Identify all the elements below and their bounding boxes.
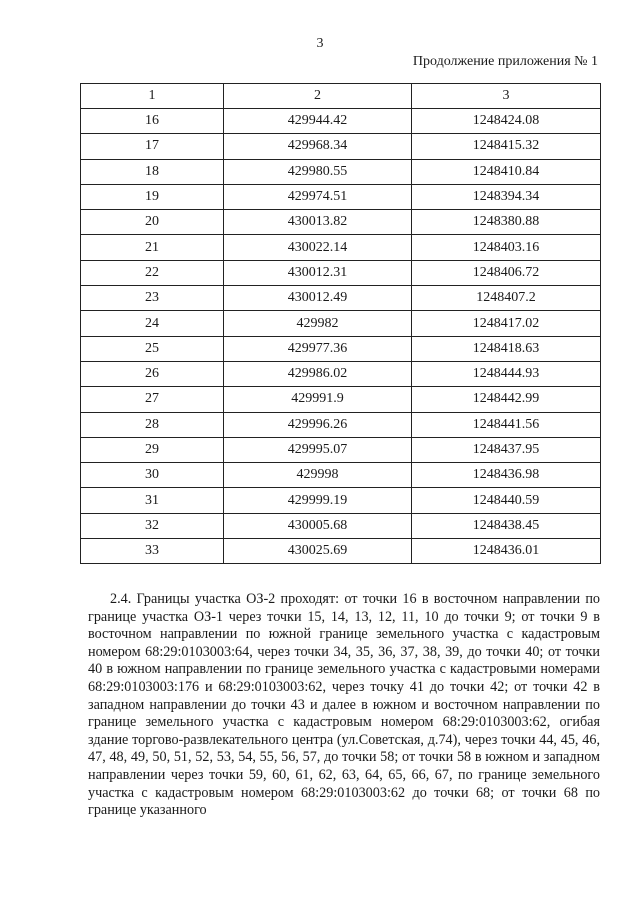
cell-point-number: 27 [81,387,224,412]
table-row [81,134,601,159]
cell-x-coordinate: 429974.51 [224,184,412,209]
cell-point-number: 26 [81,361,224,386]
cell-x-coordinate: 429996.26 [224,412,412,437]
cell-x-coordinate: 430005.68 [224,513,412,538]
cell-point-number: 28 [81,412,224,437]
table-row [81,159,601,184]
cell-y-coordinate: 1248406.72 [412,260,601,285]
cell-point-number: 16 [81,109,224,134]
cell-point-number: 31 [81,488,224,513]
cell-x-coordinate: 430012.31 [224,260,412,285]
column-header-x: 2 [224,84,412,109]
table-row [81,311,601,336]
appendix-continuation-note: Продолжение приложения № 1 [412,54,598,69]
table-row [81,412,601,437]
cell-point-number: 25 [81,336,224,361]
cell-y-coordinate: 1248415.32 [412,134,601,159]
cell-x-coordinate: 429944.42 [224,109,412,134]
cell-y-coordinate: 1248410.84 [412,159,601,184]
column-header-y: 3 [412,84,601,109]
cell-x-coordinate: 429991.9 [224,387,412,412]
cell-y-coordinate: 1248436.01 [412,539,601,564]
cell-y-coordinate: 1248403.16 [412,235,601,260]
table-body [81,109,601,564]
cell-x-coordinate: 429982 [224,311,412,336]
cell-y-coordinate: 1248380.88 [412,210,601,235]
cell-x-coordinate: 429977.36 [224,336,412,361]
table-row [81,336,601,361]
cell-point-number: 22 [81,260,224,285]
table-row [81,184,601,209]
cell-point-number: 30 [81,463,224,488]
cell-y-coordinate: 1248394.34 [412,184,601,209]
cell-y-coordinate: 1248441.56 [412,412,601,437]
cell-y-coordinate: 1248444.93 [412,361,601,386]
cell-y-coordinate: 1248407.2 [412,286,601,311]
table-row [81,539,601,564]
cell-point-number: 17 [81,134,224,159]
cell-y-coordinate: 1248424.08 [412,109,601,134]
table-row [81,463,601,488]
cell-x-coordinate: 430025.69 [224,539,412,564]
table-row [81,387,601,412]
table-row [81,361,601,386]
cell-x-coordinate: 429999.19 [224,488,412,513]
page-number: 3 [316,36,324,51]
cell-point-number: 24 [81,311,224,336]
table-row [81,513,601,538]
table-row [81,235,601,260]
column-header-point: 1 [81,84,224,109]
cell-point-number: 33 [81,539,224,564]
cell-y-coordinate: 1248437.95 [412,437,601,462]
cell-y-coordinate: 1248440.59 [412,488,601,513]
cell-point-number: 21 [81,235,224,260]
table-row [81,109,601,134]
cell-y-coordinate: 1248436.98 [412,463,601,488]
cell-y-coordinate: 1248438.45 [412,513,601,538]
table-row [81,488,601,513]
cell-y-coordinate: 1248442.99 [412,387,601,412]
cell-x-coordinate: 430022.14 [224,235,412,260]
cell-x-coordinate: 429998 [224,463,412,488]
cell-point-number: 19 [81,184,224,209]
cell-x-coordinate: 429980.55 [224,159,412,184]
cell-y-coordinate: 1248418.63 [412,336,601,361]
cell-y-coordinate: 1248417.02 [412,311,601,336]
cell-x-coordinate: 430013.82 [224,210,412,235]
cell-point-number: 18 [81,159,224,184]
table-header-row [81,84,601,109]
cell-point-number: 20 [81,210,224,235]
coordinates-table [80,83,601,564]
table-row [81,286,601,311]
boundary-description-paragraph: 2.4. Границы участка ОЗ-2 проходят: от точки 16 в восточном направлении по границе участка ОЗ-1 через точки 15, 14, 13, 12, 11, 10 до точки 9; от точки 9 в восточном направлении по южной границе земельного участка с кадастровым номером 68:29:0103003:64, через точки 34, 35, 36, 37, 38, 39, до точки 40; от точки 40 в южном направлении по границе земельного участка с кадастровыми номерами 68:29:0103003:176 и 68:29:0103003:62, через точку 41 до точки 42; от точки 42 в западном направлении до точки 43 и далее в южном и восточном направлении по границе земельного участка с кадастровым номером 68:29:0103003:62, огибая здание торгово-развлекательного центра (ул.Советская, д.74), через точки 44, 45, 46, 47, 48, 49, 50, 51, 52, 53, 54, 55, 56, 57, до точки 58; от точки 58 в южном и западном направлении через точки 59, 60, 61, 62, 63, 64, 65, 66, 67, по границе земельного участка с кадастровым номером 68:29:0103003:62 до точки 68; от точки 68 по границе указанного [88,591,600,819]
cell-x-coordinate: 429968.34 [224,134,412,159]
cell-x-coordinate: 429986.02 [224,361,412,386]
cell-point-number: 32 [81,513,224,538]
cell-point-number: 29 [81,437,224,462]
table-row [81,210,601,235]
table-row [81,260,601,285]
cell-x-coordinate: 430012.49 [224,286,412,311]
cell-point-number: 23 [81,286,224,311]
table-row [81,437,601,462]
cell-x-coordinate: 429995.07 [224,437,412,462]
